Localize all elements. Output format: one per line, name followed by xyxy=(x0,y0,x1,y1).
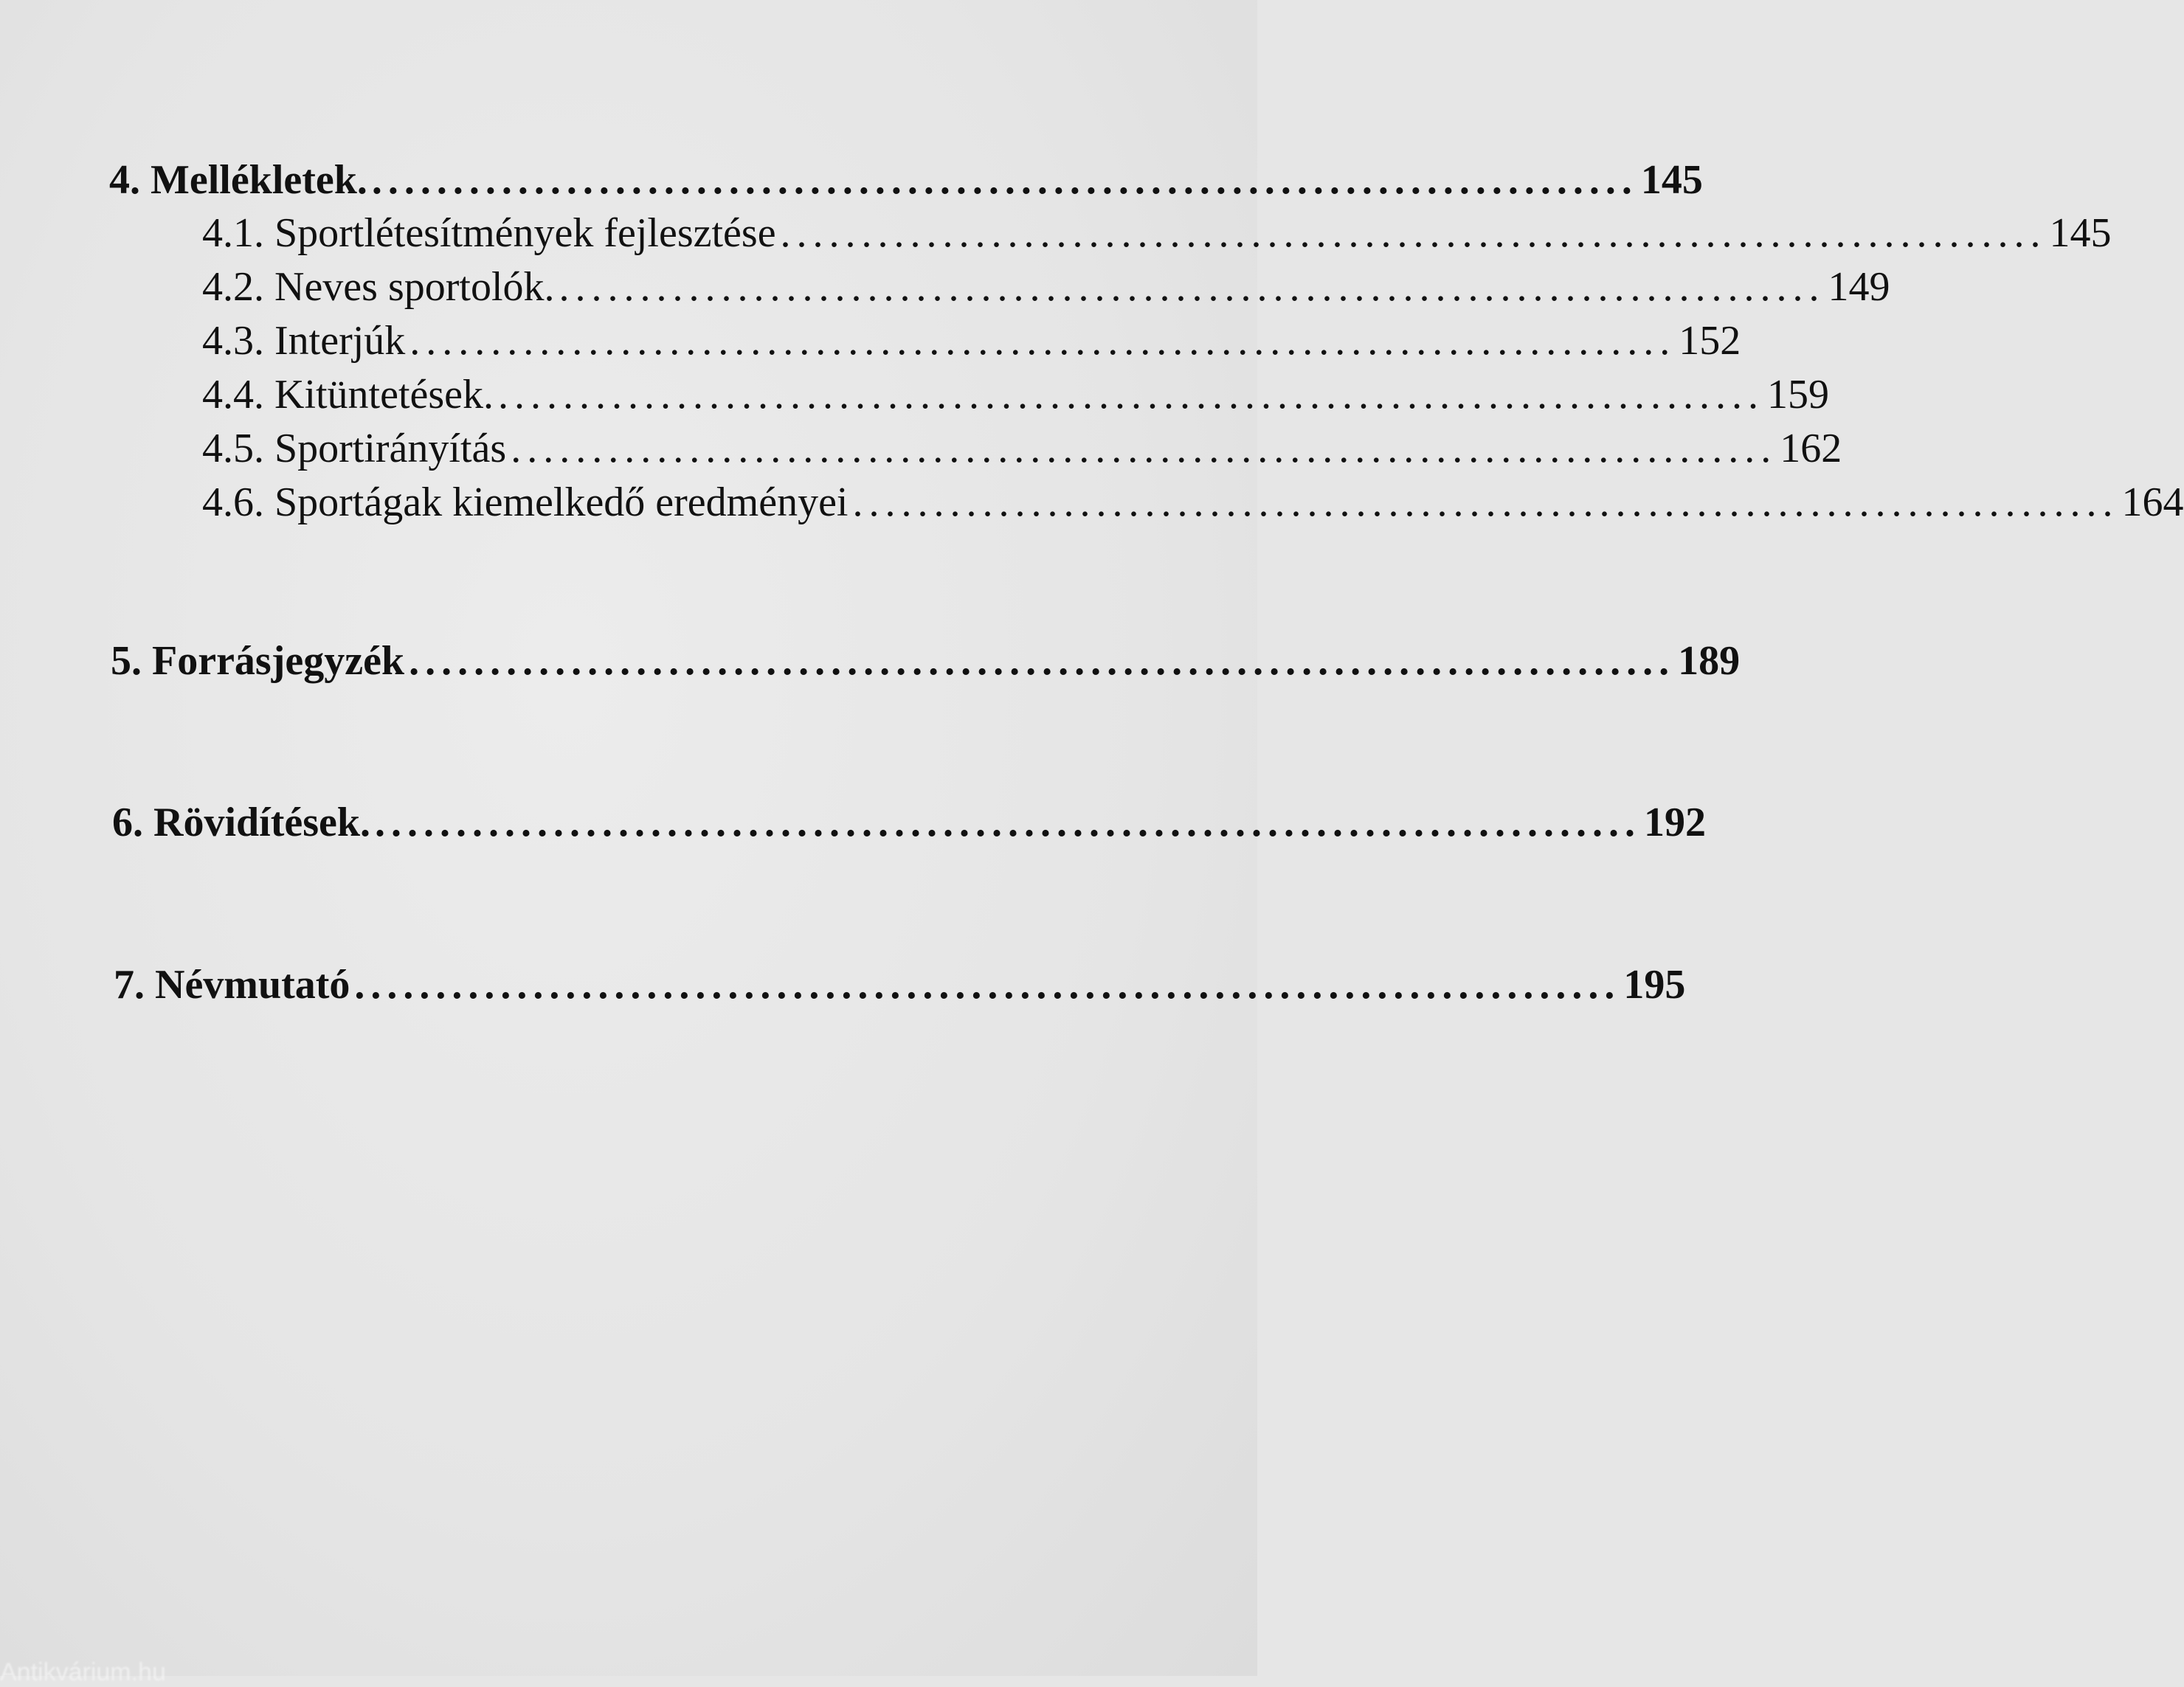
toc-entry-label: 6. Rövidítések. xyxy=(112,800,370,845)
toc-subentry-neves-sportolok xyxy=(202,263,1890,311)
toc-subentry-interjuk xyxy=(202,317,1741,364)
toc-page-number: 164 xyxy=(2121,479,2184,525)
toc-page-number: 192 xyxy=(1644,800,1706,845)
dot-leader: .............................................................................. xyxy=(410,318,1676,364)
toc-entry-mellekletek xyxy=(109,156,1703,204)
toc-entry-label: 7. Névmutató xyxy=(114,962,350,1008)
toc-entry-forrasjegyzek xyxy=(111,637,1741,685)
toc-entry-label: 4.3. Interjúk xyxy=(202,318,406,364)
dot-leader: .............................................................................. xyxy=(559,264,1825,310)
dot-leader: .............................................................................. xyxy=(511,426,1777,471)
toc-entry-label: 4.6. Sportágak kiemelkedő eredményei xyxy=(202,479,849,525)
toc-page-number: 189 xyxy=(1678,638,1741,684)
toc-page-number: 162 xyxy=(1780,426,1842,471)
toc-entry-label: 4.1. Sportlétesítmények fejlesztése xyxy=(202,210,776,256)
dot-leader: .............................................................................. xyxy=(354,962,1621,1008)
toc-page-number: 149 xyxy=(1828,264,1890,310)
toc-subentry-kituntetesek xyxy=(202,371,1830,418)
toc-subentry-sportiranyitas xyxy=(202,425,1842,472)
toc-entry-rovidutesek xyxy=(112,799,1706,846)
dot-leader: .............................................................................. xyxy=(780,210,2047,256)
toc-entry-label: 4.2. Neves sportolók. xyxy=(202,264,555,310)
toc-page-number: 195 xyxy=(1623,962,1686,1008)
dot-leader: .............................................................................. xyxy=(498,372,1765,418)
toc-page-number: 152 xyxy=(1679,318,1741,364)
toc-page-number: 145 xyxy=(1640,157,1703,203)
toc-entry-label: 4.4. Kitüntetések. xyxy=(202,372,494,418)
dot-leader: .............................................................................. xyxy=(409,638,1676,684)
dot-leader: .............................................................................. xyxy=(371,157,1638,203)
dot-leader: .............................................................................. xyxy=(375,800,1641,845)
toc-page-number: 145 xyxy=(2049,210,2112,256)
toc-entry-label: 5. Forrásjegyzék xyxy=(111,638,405,684)
toc-subentry-sportagak-eredmenyei xyxy=(202,479,2184,526)
toc-entry-nevmutato xyxy=(114,961,1686,1008)
toc-entry-label: 4. Mellékletek. xyxy=(109,157,367,203)
toc-subentry-sportletesitmenyek xyxy=(202,209,2112,257)
dot-leader: .............................................................................. xyxy=(852,479,2119,525)
watermark: Antikvárium.hu xyxy=(0,1658,166,1686)
toc-entry-label: 4.5. Sportirányítás xyxy=(202,426,507,471)
toc-page-number: 159 xyxy=(1767,372,1830,418)
